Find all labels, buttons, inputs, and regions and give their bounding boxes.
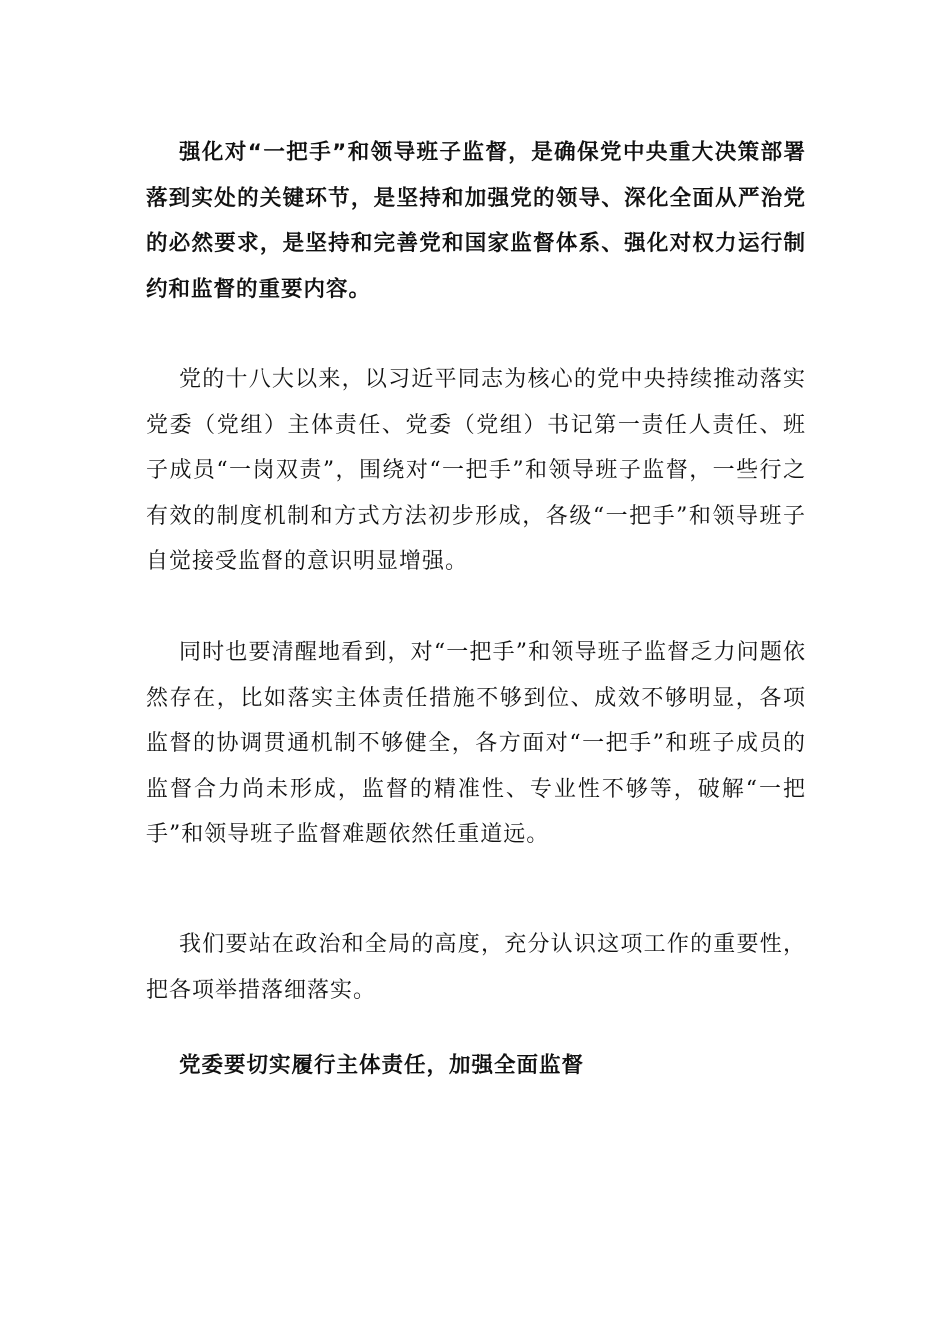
section-heading: 党委要切实履行主体责任，加强全面监督 bbox=[179, 1053, 585, 1078]
body-paragraph-problems: 同时也要清醒地看到，对“一把手”和领导班子监督乏力问题依然存在，比如落实主体责任措施不够到位、成效不够明显，各项监督的协调贯通机制不够健全，各方面对“一把手”和班子成员的监督合力尚未形成，监督的精准性、专业性不够等，破解“一把手”和领导班子监督难题依然任重道远。 bbox=[146, 640, 806, 847]
body-paragraph-call-to-action: 我们要站在政治和全局的高度，充分认识这项工作的重要性，把各项举措落细落实。 bbox=[146, 932, 806, 1003]
intro-paragraph: 强化对“一把手”和领导班子监督，是确保党中央重大决策部署落到实处的关键环节，是坚持和加强党的领导、深化全面从严治党的必然要求，是坚持和完善党和国家监督体系、强化对权力运行制约和监督的重要内容。 bbox=[146, 140, 806, 302]
body-paragraph-progress: 党的十八大以来，以习近平同志为核心的党中央持续推动落实党委（党组）主体责任、党委（党组）书记第一责任人责任、班子成员“一岗双责”，围绕对“一把手”和领导班子监督，一些行之有效的制度机制和方式方法初步形成，各级“一把手”和领导班子自觉接受监督的意识明显增强。 bbox=[146, 367, 806, 574]
